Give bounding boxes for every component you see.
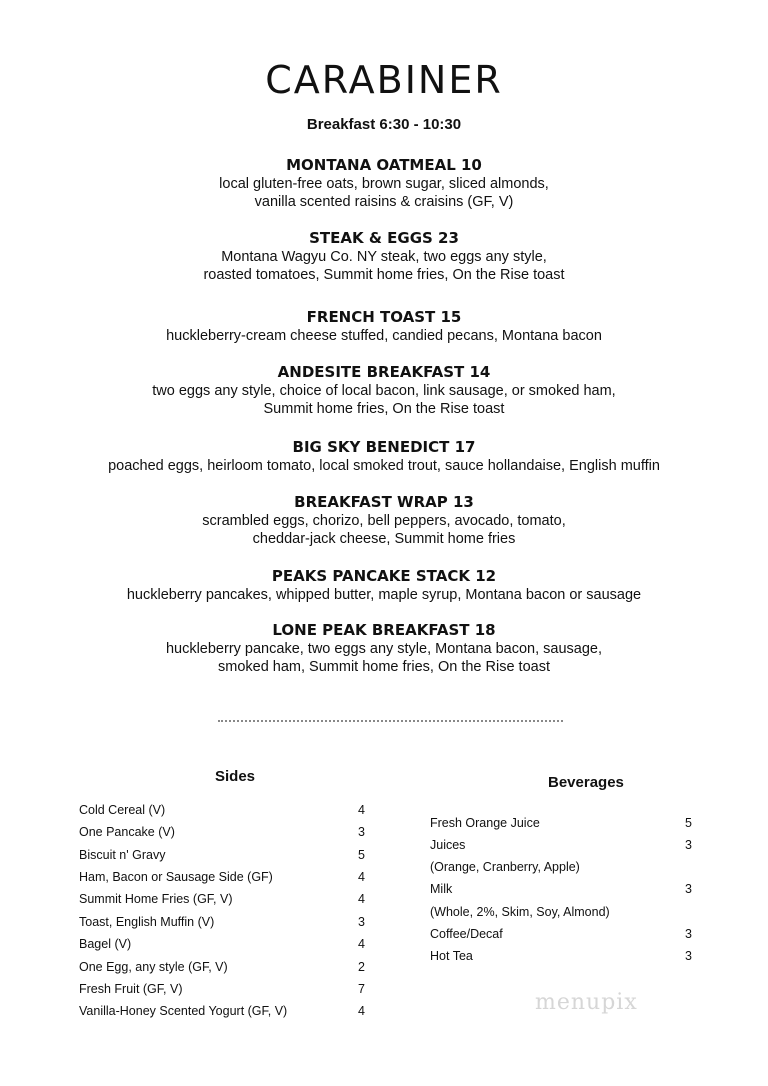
beverage-price: 3	[685, 949, 692, 963]
menu-item-montana-oatmeal	[0, 155, 768, 211]
beverage-row	[430, 947, 692, 965]
side-price: 4	[358, 803, 365, 817]
beverage-row	[430, 858, 692, 876]
beverages-title: Beverages	[548, 774, 624, 791]
beverage-label: (Orange, Cranberry, Apple)	[430, 860, 580, 874]
menu-item-steak-eggs	[0, 228, 768, 284]
menu-item-desc-line: huckleberry pancakes, whipped butter, maple syrup, Montana bacon or sausage	[126, 587, 642, 603]
menu-item-desc-line: two eggs any style, choice of local bacon, link sausage, or smoked ham,	[152, 383, 616, 399]
menu-item-desc-line: scrambled eggs, chorizo, bell peppers, avocado, tomato,	[202, 513, 566, 529]
beverage-label: Juices	[430, 838, 466, 852]
menu-item-desc-line: smoked ham, Summit home fries, On the Rise toast	[217, 659, 550, 675]
beverage-row	[430, 880, 692, 898]
side-label: Fresh Fruit (GF, V)	[79, 982, 183, 996]
menu-item-name: LONE PEAK BREAKFAST 18	[272, 621, 496, 639]
beverage-label: Coffee/Decaf	[430, 927, 503, 941]
side-price: 4	[358, 937, 365, 951]
beverage-row	[430, 836, 692, 854]
side-price: 2	[358, 960, 365, 974]
side-price: 4	[358, 870, 365, 884]
side-label: Bagel (V)	[79, 937, 132, 951]
beverage-label: Milk	[430, 882, 453, 896]
side-price: 5	[358, 848, 365, 862]
side-row	[79, 801, 365, 819]
side-label: Biscuit n' Gravy	[79, 848, 166, 862]
side-row	[79, 868, 365, 886]
menu-item-name: ANDESITE BREAKFAST 14	[277, 363, 491, 381]
beverage-label: Hot Tea	[430, 949, 473, 963]
menu-item-desc-line: huckleberry pancake, two eggs any style, Montana bacon, sausage,	[165, 641, 603, 657]
menupix-watermark: menupix	[535, 990, 638, 1015]
side-row	[79, 1002, 365, 1020]
side-label: One Egg, any style (GF, V)	[79, 960, 228, 974]
menu-item-name: BIG SKY BENEDICT 17	[292, 438, 476, 456]
menu-item-name: STEAK & EGGS 23	[309, 229, 459, 247]
side-row	[79, 980, 365, 998]
menu-item-desc-line: vanilla scented raisins & craisins (GF, V)	[254, 194, 514, 210]
beverage-row	[430, 925, 692, 943]
beverage-price: 3	[685, 882, 692, 896]
side-label: Ham, Bacon or Sausage Side (GF)	[79, 870, 273, 884]
beverage-row	[430, 814, 692, 832]
breakfast-hours: Breakfast 6:30 - 10:30	[306, 116, 462, 133]
menu-item-breakfast-wrap	[0, 492, 768, 548]
menu-item-name: PEAKS PANCAKE STACK 12	[271, 567, 497, 585]
side-label: Toast, English Muffin (V)	[79, 915, 215, 929]
menu-item-peaks-pancake-stack	[0, 566, 768, 604]
menu-item-french-toast	[0, 307, 768, 345]
menu-item-desc-line: local gluten-free oats, brown sugar, sliced almonds,	[219, 176, 549, 192]
beverage-label: Fresh Orange Juice	[430, 816, 540, 830]
side-price: 4	[358, 892, 365, 906]
side-label: Summit Home Fries (GF, V)	[79, 892, 233, 906]
side-row	[79, 846, 365, 864]
beverage-row	[430, 903, 692, 921]
side-row	[79, 823, 365, 841]
menu-item-andesite-breakfast	[0, 362, 768, 418]
side-row	[79, 958, 365, 976]
menu-item-big-sky-benedict	[0, 437, 768, 475]
sides-title: Sides	[215, 768, 256, 785]
side-price: 3	[358, 915, 365, 929]
menu-item-name: MONTANA OATMEAL 10	[286, 156, 482, 174]
restaurant-title: CARABINER	[265, 58, 503, 102]
dotted-divider	[218, 720, 563, 722]
menu-item-name: BREAKFAST WRAP 13	[294, 493, 474, 511]
side-row	[79, 890, 365, 908]
side-label: Vanilla-Honey Scented Yogurt (GF, V)	[79, 1004, 288, 1018]
menu-item-desc-line: cheddar-jack cheese, Summit home fries	[252, 531, 516, 547]
menu-item-desc-line: huckleberry-cream cheese stuffed, candied pecans, Montana bacon	[166, 328, 602, 344]
menu-item-desc-line: Summit home fries, On the Rise toast	[263, 401, 505, 417]
side-price: 7	[358, 982, 365, 996]
menu-item-desc-line: Montana Wagyu Co. NY steak, two eggs any style,	[221, 249, 547, 265]
beverage-price: 5	[685, 816, 692, 830]
side-row	[79, 935, 365, 953]
menu-item-name: FRENCH TOAST 15	[306, 308, 462, 326]
beverage-price: 3	[685, 838, 692, 852]
side-label: One Pancake (V)	[79, 825, 175, 839]
side-row	[79, 913, 365, 931]
menu-item-lone-peak-breakfast	[0, 620, 768, 676]
side-price: 4	[358, 1004, 365, 1018]
side-label: Cold Cereal (V)	[79, 803, 166, 817]
menu-item-desc-line: poached eggs, heirloom tomato, local smoked trout, sauce hollandaise, English muffin	[108, 458, 660, 474]
menu-item-desc-line: roasted tomatoes, Summit home fries, On the Rise toast	[203, 267, 565, 283]
beverage-label: (Whole, 2%, Skim, Soy, Almond)	[430, 905, 610, 919]
side-price: 3	[358, 825, 365, 839]
beverage-price: 3	[685, 927, 692, 941]
